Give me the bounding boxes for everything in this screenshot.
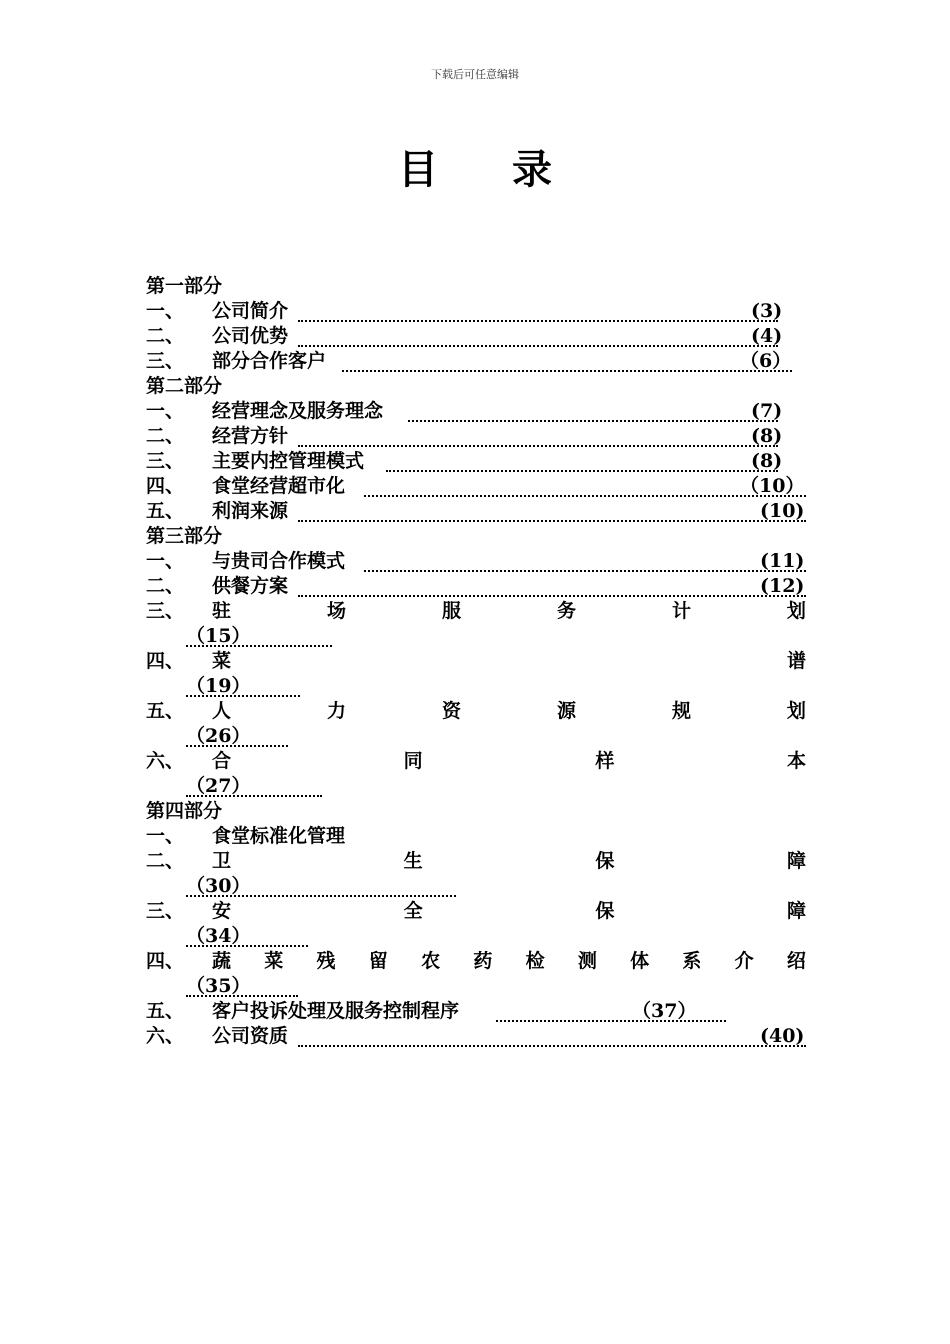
toc-entry-number: 五、 xyxy=(146,500,185,522)
leader-dots xyxy=(298,345,778,347)
leader-dots xyxy=(386,470,778,472)
leader-dots xyxy=(342,370,792,372)
toc-entry-page: （19） xyxy=(186,675,251,697)
toc-entry[interactable] xyxy=(146,949,806,974)
toc-entry-title: 经营理念及服务理念 xyxy=(212,400,384,422)
toc-entry[interactable] xyxy=(146,849,806,874)
toc-entry-title: 供餐方案 xyxy=(212,575,289,597)
toc-entry-page: (3) xyxy=(751,300,783,322)
part-heading: 第四部分 xyxy=(146,800,223,822)
toc-entry-page: (4) xyxy=(751,325,783,347)
part-heading: 第二部分 xyxy=(146,375,223,397)
leader-dots xyxy=(186,995,298,997)
toc-entry-number: 二、 xyxy=(146,850,185,872)
toc-entry-title: 经营方针 xyxy=(212,425,289,447)
toc-entry[interactable] xyxy=(146,649,806,674)
leader-dots xyxy=(298,445,778,447)
toc-entry-title: 公司资质 xyxy=(212,1025,289,1047)
leader-dots xyxy=(298,520,806,522)
toc-entry-page-line xyxy=(146,874,806,899)
toc-entry-title: 食堂经营超市化 xyxy=(212,475,346,497)
toc-entry-page: （15） xyxy=(186,625,251,647)
toc-entry-number: 一、 xyxy=(146,825,185,847)
toc-entry[interactable] xyxy=(146,474,806,499)
toc-entry-title: 公司简介 xyxy=(212,300,289,322)
toc-entry-page: (8) xyxy=(751,450,783,472)
toc-entry-page: (7) xyxy=(751,400,783,422)
toc-entry-number: 二、 xyxy=(146,425,185,447)
toc-entry-title: 食堂标准化管理 xyxy=(212,825,346,847)
toc-entry-title: 蔬 菜 残 留 农 药 检 测 体 系 介 绍 xyxy=(212,950,806,972)
toc-entry-number: 四、 xyxy=(146,475,185,497)
toc-entry-page-line xyxy=(146,974,806,999)
leader-dots xyxy=(186,795,322,797)
leader-dots xyxy=(186,695,300,697)
toc-entry[interactable] xyxy=(146,749,806,774)
toc-entry-number: 二、 xyxy=(146,575,185,597)
toc-entry-page: (40) xyxy=(760,1025,805,1047)
toc-entry-title: 公司优势 xyxy=(212,325,289,347)
toc-entry-number: 三、 xyxy=(146,900,185,922)
part-heading: 第三部分 xyxy=(146,525,223,547)
toc-entry-number: 四、 xyxy=(146,950,185,972)
toc-entry[interactable] xyxy=(146,324,806,349)
toc-entry-page: (12) xyxy=(760,575,805,597)
toc-entry[interactable] xyxy=(146,899,806,924)
toc-entry-page: （10） xyxy=(740,475,805,497)
toc-entry-title: 合 同 样 本 xyxy=(212,750,806,772)
leader-dots xyxy=(186,645,332,647)
toc-entry-title: 卫 生 保 障 xyxy=(212,850,806,872)
toc-entry-title: 部分合作客户 xyxy=(212,350,327,372)
toc-entry[interactable] xyxy=(146,399,806,424)
toc-entry-number: 一、 xyxy=(146,400,185,422)
toc-entry[interactable] xyxy=(146,999,806,1024)
toc-entry-page: （37） xyxy=(632,1000,697,1022)
toc-entry-number: 三、 xyxy=(146,350,185,372)
toc-entry-page: （35） xyxy=(186,975,251,997)
toc-entry[interactable] xyxy=(146,599,806,624)
toc-entry[interactable] xyxy=(146,1024,806,1049)
header-note: 下载后可任意编辑 xyxy=(431,68,519,81)
toc-entry-number: 三、 xyxy=(146,450,185,472)
toc-entry-title: 菜 谱 xyxy=(212,650,806,672)
toc-entry-page-line xyxy=(146,624,806,649)
toc-entry-page: （34） xyxy=(186,925,251,947)
toc-entry-title: 安 全 保 障 xyxy=(212,900,806,922)
leader-dots xyxy=(408,420,778,422)
toc-entry-number: 五、 xyxy=(146,1000,185,1022)
leader-dots xyxy=(298,595,806,597)
toc-entry-title: 与贵司合作模式 xyxy=(212,550,346,572)
toc-entry[interactable] xyxy=(146,499,806,524)
leader-dots xyxy=(186,745,288,747)
toc-entry-number: 一、 xyxy=(146,300,185,322)
toc-entry-page: （6） xyxy=(740,350,792,372)
table-of-contents xyxy=(146,274,806,1049)
toc-entry[interactable] xyxy=(146,574,806,599)
leader-dots xyxy=(298,1045,806,1047)
toc-entry[interactable] xyxy=(146,349,806,374)
toc-entry-number: 三、 xyxy=(146,600,185,622)
toc-entry-page: (10) xyxy=(760,500,805,522)
toc-entry-page: （26） xyxy=(186,725,251,747)
title-char: 目 xyxy=(398,146,439,193)
toc-entry[interactable] xyxy=(146,549,806,574)
toc-entry-number: 五、 xyxy=(146,700,185,722)
toc-entry-title: 主要内控管理模式 xyxy=(212,450,365,472)
toc-entry[interactable] xyxy=(146,424,806,449)
toc-entry-number: 一、 xyxy=(146,550,185,572)
toc-entry-page: （30） xyxy=(186,875,251,897)
toc-entry-number: 六、 xyxy=(146,750,185,772)
toc-entry[interactable] xyxy=(146,699,806,724)
toc-entry-title: 驻 场 服 务 计 划 xyxy=(212,600,806,622)
toc-entry[interactable] xyxy=(146,299,806,324)
leader-dots xyxy=(298,320,778,322)
part-heading: 第一部分 xyxy=(146,275,223,297)
leader-dots xyxy=(186,895,456,897)
toc-entry-page-line xyxy=(146,924,806,949)
leader-dots xyxy=(364,570,806,572)
toc-entry-page: (8) xyxy=(751,425,783,447)
toc-entry-page-line xyxy=(146,724,806,749)
page-title xyxy=(0,138,950,195)
toc-entry-title: 客户投诉处理及服务控制程序 xyxy=(212,1000,460,1022)
toc-entry-page: （27） xyxy=(186,775,251,797)
toc-entry-title: 人 力 资 源 规 划 xyxy=(212,700,806,722)
toc-entry-page: (11) xyxy=(760,550,805,572)
toc-entry-page-line xyxy=(146,674,806,699)
toc-entry-number: 二、 xyxy=(146,325,185,347)
toc-entry[interactable] xyxy=(146,824,806,849)
toc-entry[interactable] xyxy=(146,449,806,474)
toc-entry-number: 六、 xyxy=(146,1025,185,1047)
leader-dots xyxy=(186,945,308,947)
title-char: 录 xyxy=(511,146,552,193)
toc-entry-number: 四、 xyxy=(146,650,185,672)
toc-entry-title: 利润来源 xyxy=(212,500,289,522)
toc-entry-page-line xyxy=(146,774,806,799)
